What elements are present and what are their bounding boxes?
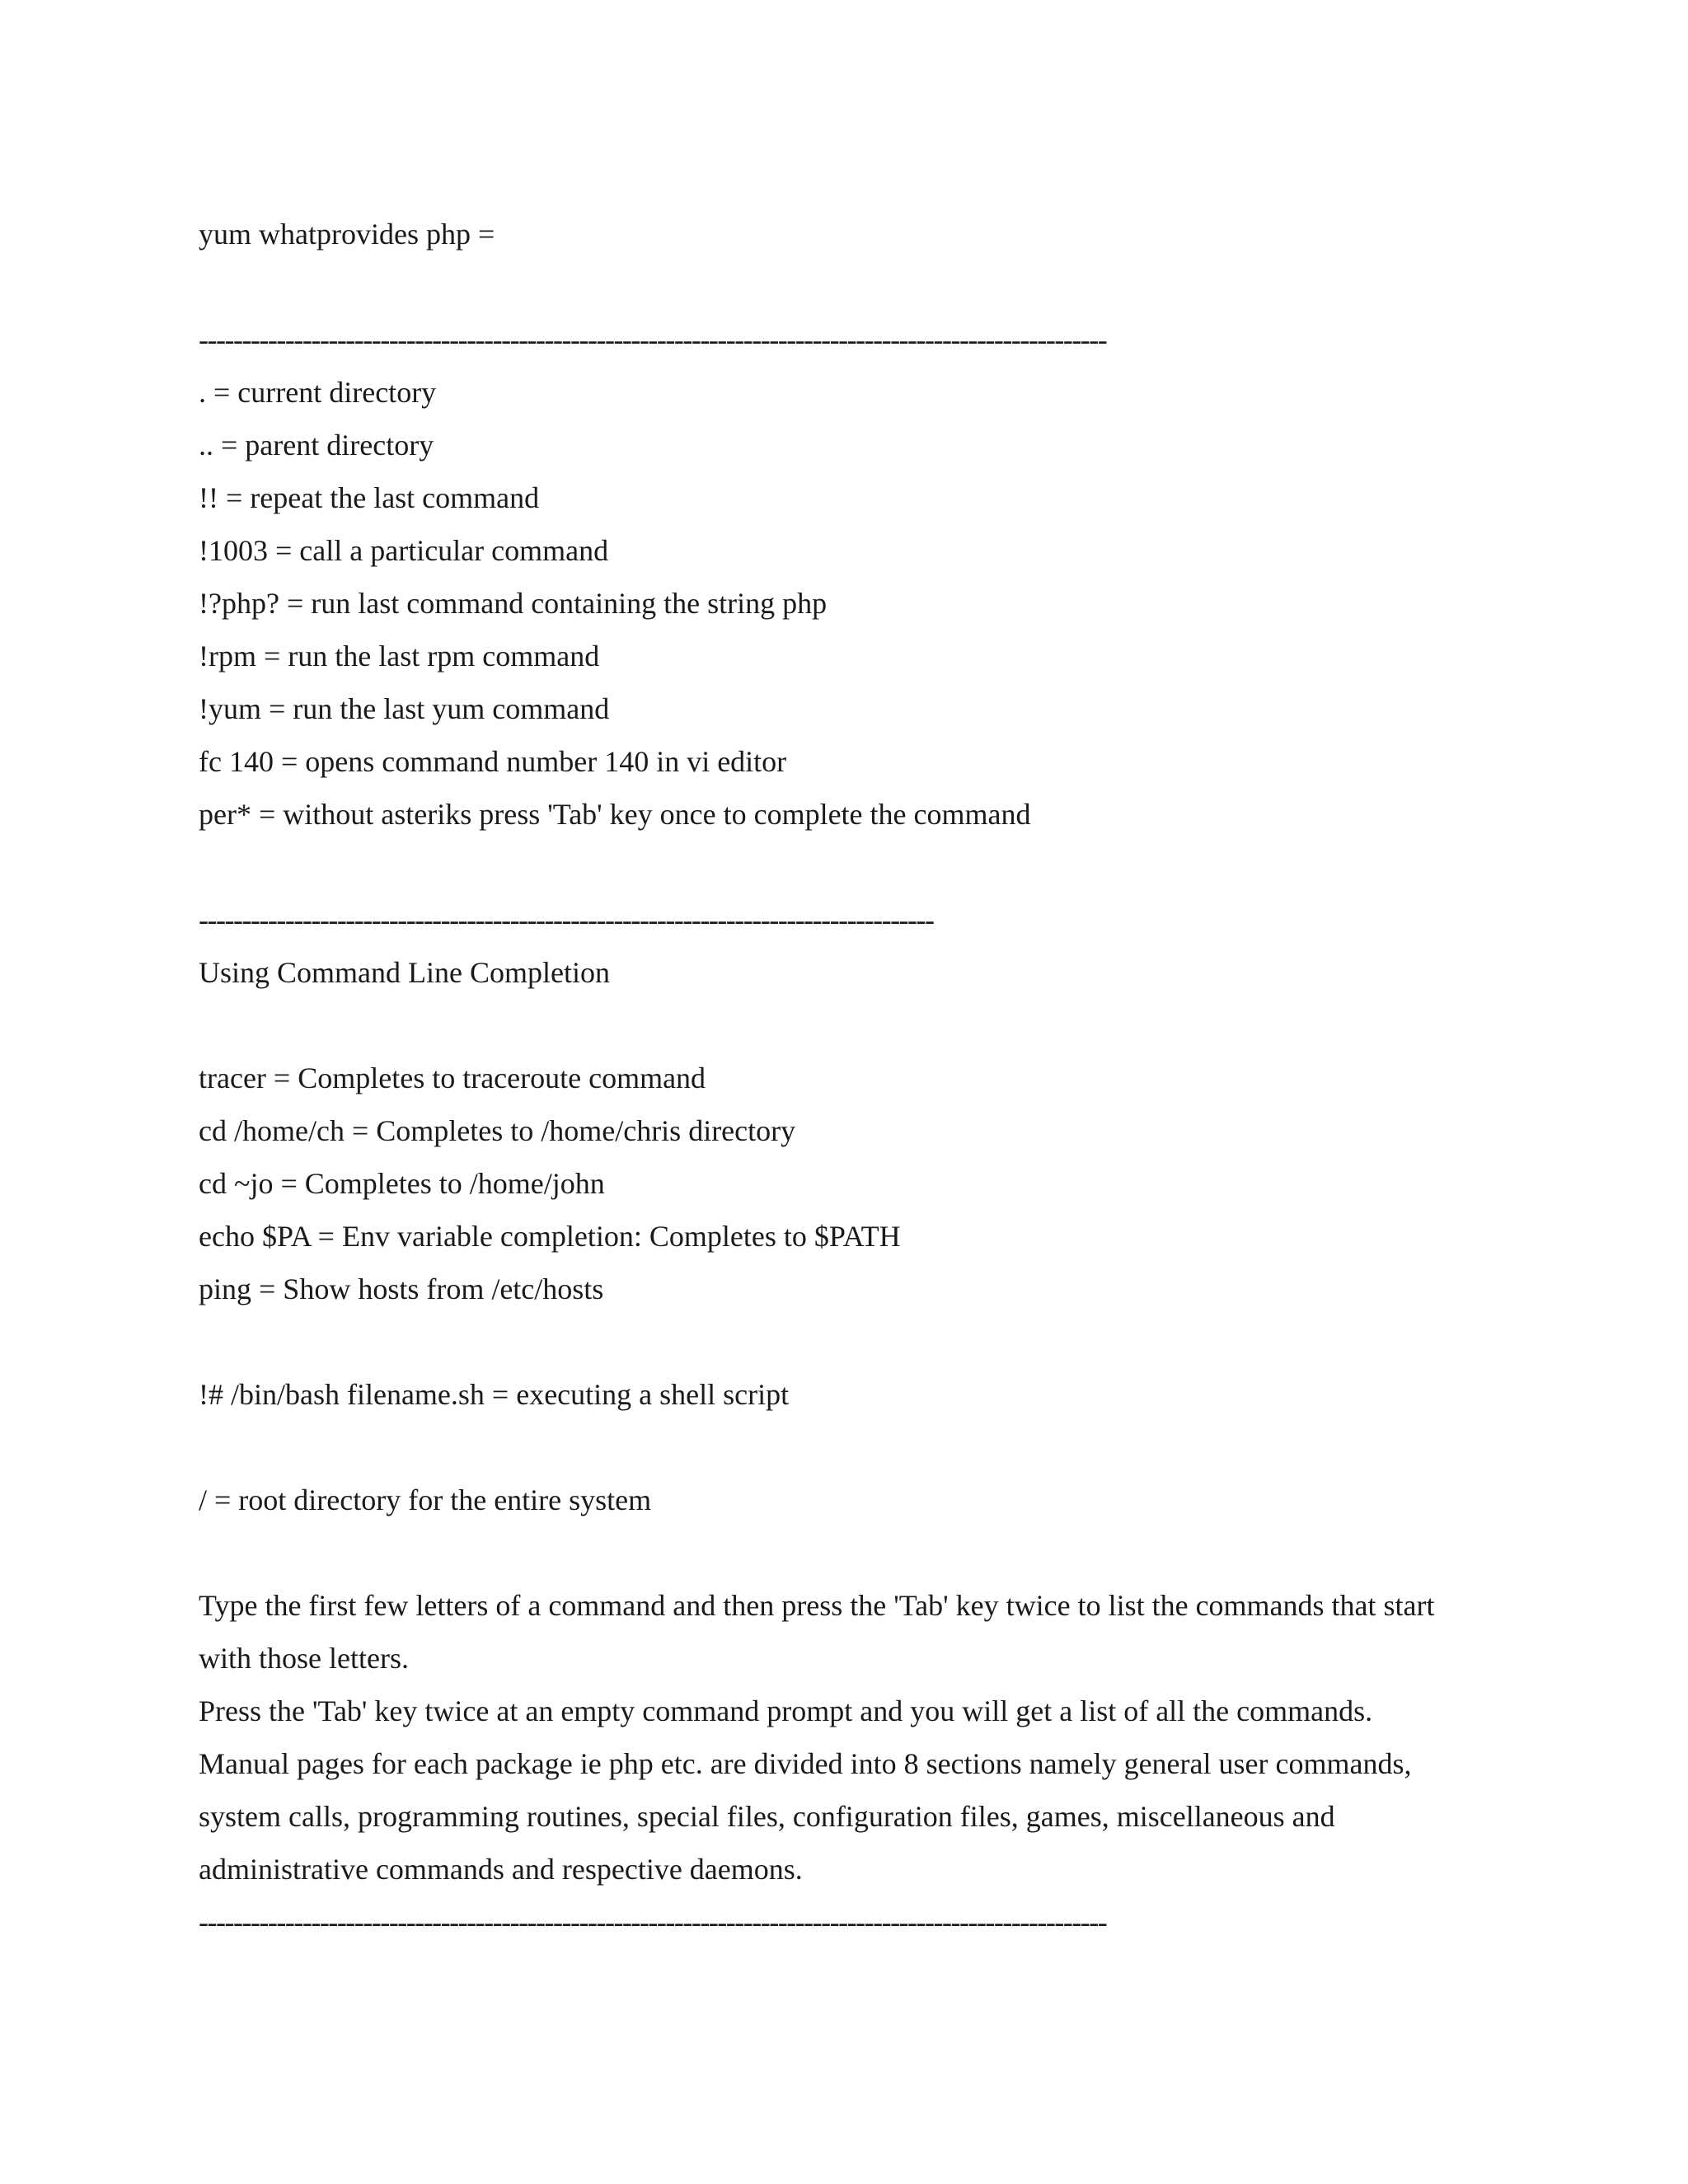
completion-item: cd /home/ch = Completes to /home/chris directory	[199, 1114, 796, 1147]
shortcut-item: !yum = run the last yum command	[199, 692, 610, 725]
completion-item: tracer = Completes to traceroute command	[199, 1062, 706, 1094]
manual-pages-paragraph: Manual pages for each package ie php etc. are divided into 8 sections namely general user commands, system calls, programming routines, special files, configuration files, games, miscellaneous and administrative commands and respective daemons.	[199, 1747, 1412, 1886]
divider-rule: -------------------------------------------------------------------------------------	[199, 903, 934, 936]
completion-title: Using Command Line Completion	[199, 956, 610, 989]
completion-item: cd ~jo = Completes to /home/john	[199, 1167, 605, 1200]
shell-script-line: !# /bin/bash filename.sh = executing a shell script	[199, 1378, 790, 1411]
shortcut-item: .. = parent directory	[199, 429, 434, 462]
spacer	[199, 1315, 1484, 1368]
completion-list	[199, 1052, 1484, 1315]
heading-command: yum whatprovides php =	[199, 218, 495, 251]
shortcut-item: !! = repeat the last command	[199, 481, 540, 514]
spacer	[199, 260, 1484, 313]
shortcut-item: fc 140 = opens command number 140 in vi editor	[199, 745, 787, 778]
tab-completion-paragraph: Type the first few letters of a command and then press the 'Tab' key twice to list the commands that start with those letters.	[199, 1589, 1435, 1675]
divider-rule: ---------------------------------------------------------------------------------------------------------	[199, 1905, 1107, 1938]
spacer	[199, 999, 1484, 1052]
spacer	[199, 1526, 1484, 1579]
shortcut-list	[199, 366, 1484, 841]
tab-empty-prompt-paragraph: Press the 'Tab' key twice at an empty command prompt and you will get a list of all the commands.	[199, 1694, 1373, 1727]
shortcut-item: per* = without asteriks press 'Tab' key once to complete the command	[199, 798, 1031, 831]
completion-item: echo $PA = Env variable completion: Completes to $PATH	[199, 1220, 901, 1253]
shortcut-item: !rpm = run the last rpm command	[199, 640, 600, 673]
shortcut-item: !?php? = run last command containing the string php	[199, 587, 828, 620]
completion-item: ping = Show hosts from /etc/hosts	[199, 1272, 604, 1305]
root-directory-line: / = root directory for the entire system	[199, 1483, 652, 1516]
spacer	[199, 841, 1484, 893]
shortcut-item: . = current directory	[199, 376, 437, 409]
divider-rule: ---------------------------------------------------------------------------------------------------------	[199, 323, 1107, 356]
spacer	[199, 1421, 1484, 1474]
shortcut-item: !1003 = call a particular command	[199, 534, 609, 567]
document-body	[199, 208, 1484, 1948]
